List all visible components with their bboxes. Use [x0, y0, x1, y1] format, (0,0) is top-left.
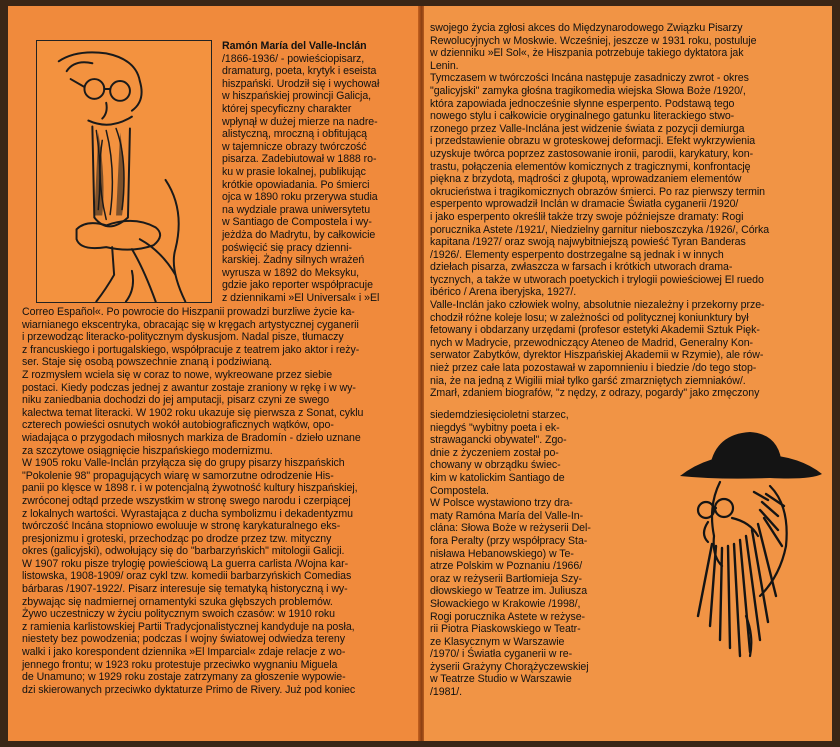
text-line: /1866-1936/ - powieściopisarz,	[222, 52, 365, 65]
text-line: Żywo uczestniczy w życiu politycznym swoich czasów: w 1910 roku	[22, 608, 336, 621]
text-line: twórczość Incána stopniowo ewoluuje w stronę karykaturalnego eks-	[22, 520, 341, 533]
text-line: kim w katolickim Santiago de	[430, 471, 565, 484]
text-line: swojego życia zgłosi akces do Międzynarodowego Związku Pisarzy	[430, 22, 743, 34]
text-line: dłowskiego w Teatrze im. Juliusza	[430, 585, 588, 598]
text-line: żyserii Grażyny Chorążyczewskiej	[430, 660, 589, 673]
text-line: gdzie jako reporter współpracuje	[222, 279, 373, 292]
text-line: walki i jako korespondent dziennika »El Imparcial« zdaje relacje z wo-	[22, 646, 346, 659]
hat-man-caricature-icon	[650, 426, 826, 676]
text-line: dnie z życzeniem został po-	[430, 446, 559, 459]
text-line: i przewodząc literacko-politycznym dyskusjom. Nadal pisze, tłumaczy	[22, 331, 344, 344]
text-line: niegdyś "wybitny poeta i ek-	[430, 421, 560, 434]
text-line: Valle-Inclán jako człowiek wolny, absolutnie niezależny i przekorny prze-	[430, 299, 765, 312]
text-line: Rewolucyjnych w Moskwie. Wcześniej, jeszcze w 1931 roku, postuluje	[430, 34, 757, 47]
text-line: bárbaras /1907-1922/. Pisarz interesuje się tematyką historyczną i wy-	[22, 583, 348, 596]
text-line: i przedstawienie obrazu w groteskowej deformacji. Efekt wykrzywienia	[430, 135, 756, 148]
text-line: pisarza. Zadebiutował w 1888 ro-	[222, 153, 377, 166]
text-line: strawagancki obywatel". Zgo-	[430, 434, 567, 447]
text-line: dzi skierowanych przeciwko dyktaturze Primo de Rivery. Już pod koniec	[22, 683, 356, 696]
bio-main-text	[22, 306, 412, 696]
text-line: wiarnianego ekscentryka, obracając się w kręgach artystycznej cyganerii	[22, 318, 359, 331]
text-line: /1926/. Elementy esperpento dostrzegalne są jednak i w innych	[430, 248, 724, 261]
text-line: Correo Español«. Po powrocie do Hiszpanii prowadzi burzliwe życie ka-	[22, 306, 355, 318]
text-line: wyrusza w 1892 do Meksyku,	[222, 266, 360, 279]
text-line: alistyczną, mroczną i obfitującą	[222, 128, 368, 141]
text-line: de Unamuno; w 1929 roku zostaje zatrzymany za głoszenie wypowie-	[22, 671, 346, 684]
text-line: chodził różne koleje losu; w zależności od politycznej koniunktury był	[430, 311, 749, 324]
text-line: fora Peralty (przy współpracy Sta-	[430, 534, 588, 547]
text-line: dziełach pisarza, zwłaszcza w farsach i krótkich utworach drama-	[430, 261, 733, 274]
text-line: zwróconej odtąd przede wszystkim w stronę swego narodu i czerpiącej	[22, 494, 351, 507]
text-line: oraz w reżyserii Bartłomieja Szy-	[430, 572, 582, 585]
text-line: okres (galicyjski), odwołujący się do "barbarzyńskich" mitologii Galicji.	[22, 545, 345, 558]
text-line: nisława Hebanowskiego) w Te-	[430, 547, 574, 560]
text-line: fetowany i obdarzany urzędami (profesor estetyki Akademii Sztuk Pięk-	[430, 324, 760, 337]
text-line: z francuskiego i portugalskiego, współpracuje z teatrem jako aktor i reży-	[22, 343, 360, 356]
text-line: okrucieństwa i tragikomicznych obrazów śmierci. Po raz pierwszy termin	[430, 185, 766, 198]
text-line: wpłynął w dużej mierze na nadre-	[222, 115, 378, 128]
text-line: Lenin.	[430, 59, 459, 72]
left-page	[8, 6, 420, 741]
text-line: na wydziale prawa uniwersytetu	[222, 203, 371, 216]
text-line: w tajemnicze obrazy twórczość	[222, 140, 367, 153]
text-line: maty Ramóna María del Valle-In-	[430, 509, 584, 522]
text-line: /1970/ i Światła cyganerii w re-	[430, 648, 573, 661]
text-line: jennego frontu; w 1923 roku protestuje przeciwko wygnaniu Miguela	[22, 658, 338, 671]
text-line: nowego stylu i całkowicie oryginalnego gatunku literackiego stwo-	[430, 110, 735, 123]
text-line: "galicyjski" zamyka głośna tragikomedia wiejska Słowa Boże /1920/,	[430, 84, 746, 97]
text-line: niku zaniedbania dochodzi do jej amputacji, pisarz czyni ze swego	[22, 394, 330, 407]
right-page	[424, 6, 832, 741]
text-line: Słowackiego w Krakowie /1998/,	[430, 597, 581, 610]
text-line: ser. Staje się osobą powszechnie znaną i podziwianą.	[22, 356, 273, 369]
text-line: postaci. Kiedy podczas jednej z awantur zostaje zraniony w rękę i w wy-	[22, 381, 356, 394]
text-line: trastu, połączenia elementów komicznych z tragicznymi, konfrontację	[430, 160, 751, 173]
text-line: esperpento wprowadził Inclán w dramacie Światła cyganerii /1920/	[430, 198, 739, 211]
caricature-illustration-left	[36, 40, 212, 303]
text-line: panii po klęsce w 1898 r. i w potencjalną żywotność kultury hiszpańskiej,	[22, 482, 358, 495]
text-line: czterech powieści osnutych wokół autobiograficznych wątków, opo-	[22, 419, 334, 432]
text-line: atrze Polskim w Poznaniu /1966/	[430, 560, 583, 573]
text-line: zbywając się nadmiernej ornamentyki szuka głębszych problemów.	[22, 595, 333, 608]
text-line: Compostela.	[430, 484, 489, 497]
text-line: siedemdziesięcioletni starzec,	[430, 409, 569, 421]
text-line: w hiszpańskiej prowincji Galicja,	[222, 90, 372, 103]
text-line: wiadająca o przygodach miłosnych markiza de Bradomín - dzieło uznane	[22, 431, 361, 444]
text-line: clána: Słowa Boże w reżyserii Del-	[430, 522, 591, 535]
text-line: za szczytowe osiągnięcie hiszpańskiego modernizmu.	[22, 444, 273, 457]
text-line: Z rozmysłem wciela się w coraz to nowe, wykreowane przez siebie	[22, 368, 333, 381]
bearded-man-caricature-icon	[37, 41, 211, 302]
text-line: w Santiago de Compostela i wy-	[222, 216, 372, 229]
text-line: krótkie opowiadania. Po śmierci	[222, 178, 370, 191]
text-line: karskiej. Żadny silnych wrażeń	[222, 254, 365, 267]
right-narrow-text	[430, 409, 642, 699]
text-line: W Polsce wystawiono trzy dra-	[430, 497, 573, 510]
text-line: w dzienniku »El Sol«, że Hiszpania potrzebuje takiego dyktatora jak	[430, 47, 744, 60]
text-line: jeżdża do Madrytu, by całkowicie	[222, 228, 376, 241]
text-line: kalectwa temat literacki. W 1902 roku ukazuje się pierwsza z Sonat, cyklu	[22, 406, 364, 419]
text-line: presjonizmu i groteski, przechodząc po drodze przez tzw. mityczny	[22, 532, 332, 545]
text-line: ku w prasie lokalnej, publikując	[222, 165, 366, 178]
text-line: chowany w obrządku świec-	[430, 459, 561, 472]
text-line: poświęcić się pracy dzienni-	[222, 241, 352, 254]
text-line: W 1905 roku Valle-Inclán przyłącza się do grupy pisarzy hiszpańskich	[22, 457, 345, 470]
text-line: hiszpański. Urodził się i wychował	[222, 77, 380, 90]
text-line: kapitana /1927/ oraz swoją najwybitniejszą powieść Tyran Banderas	[430, 236, 746, 249]
text-line: uzyskuje twórca poprzez zastosowanie ironii, parodii, karykatury, kon-	[430, 147, 754, 160]
text-line: w Teatrze Studio w Warszawie	[430, 673, 572, 686]
text-line: rii Piotra Piaskowskiego w Teatr-	[430, 623, 581, 636]
text-line: nia, że na jedną z Wigilii miał tylko garść zmarzniętych ziemniaków/.	[430, 374, 746, 387]
bio-side-column	[222, 40, 414, 304]
side-paragraph	[222, 53, 414, 305]
text-line: serwator Zabytków, dyrektor Hiszpańskiej Akademii w Rzymie), ale rów-	[430, 349, 764, 362]
text-line: dramaturg, poeta, krytyk i eseista	[222, 65, 377, 78]
text-line: rzonego przez Valle-Inclána jest widzenie świata z pozycji demiurga	[430, 122, 745, 135]
text-line: i jako esperpento określił także trzy swoje późniejsze dramaty: Rogi	[430, 210, 744, 223]
text-line: z dziennikami »El Universal« i »El	[222, 291, 380, 304]
bio-heading: Ramón María del Valle-Inclán	[222, 40, 367, 52]
text-line: Tymczasem w twórczości Incána następuje zasadniczy zwrot - okres	[430, 72, 749, 85]
caricature-illustration-right	[650, 426, 826, 676]
text-line: Zmarł, zdaniem biografów, "z nędzy, z odrazy, pogardy" jako zmęczony	[430, 387, 760, 400]
text-line: listowska, 1908-1909/ oraz cykl tzw. komedii barbarzyńskich Comedias	[22, 570, 352, 583]
text-line: W 1907 roku pisze trylogię powieściową La guerra carlista /Wojna kar-	[22, 557, 349, 570]
text-line: porucznika Astete /1921/, Niedzielny garnitur nieboszczyka /1926/, Córka	[430, 223, 770, 236]
text-line: nych w Madrycie, przewodniczący Ateneo de Madrid, Generalny Kon-	[430, 336, 754, 349]
text-line: piękna z brzydotą, mądrości z głupotą, wprowadzaniem elementów	[430, 173, 742, 186]
text-line: która zapowiada jednocześnie słynne esperpento. Podstawą tego	[430, 97, 735, 110]
text-line: "Pokolenie 98" propagujących wiarę w samorzutne odrodzenie His-	[22, 469, 334, 482]
text-line: ojca w 1890 roku przerywa studia	[222, 191, 378, 204]
text-line: której specyficzny charakter	[222, 102, 352, 115]
text-line: z ramienia karlistowskiej Partii Tradycjonalistycznej kandyduje na posła,	[22, 620, 355, 633]
text-line: /1981/.	[430, 686, 463, 699]
text-line: niestety bez powodzenia; podczas I wojny światowej odwiedza tereny	[22, 633, 345, 646]
text-line: z lokalnych wartości. Wyrastająca z ducha symbolizmu i dekadentyzmu	[22, 507, 353, 520]
text-line: Rogi porucznika Astete w reżyse-	[430, 610, 586, 623]
text-line: ibérico / Arena iberyjska, 1927/.	[430, 286, 577, 299]
text-line: nież przez całe lata pozostawał w zapomnieniu i biedzie /do tego stop-	[430, 362, 757, 375]
right-main-text	[430, 22, 826, 400]
text-line: ze Klasycznym w Warszawie	[430, 635, 565, 648]
text-line: tycznych, a także w utworach poetyckich i trylogii powieściowej El ruedo	[430, 273, 764, 286]
